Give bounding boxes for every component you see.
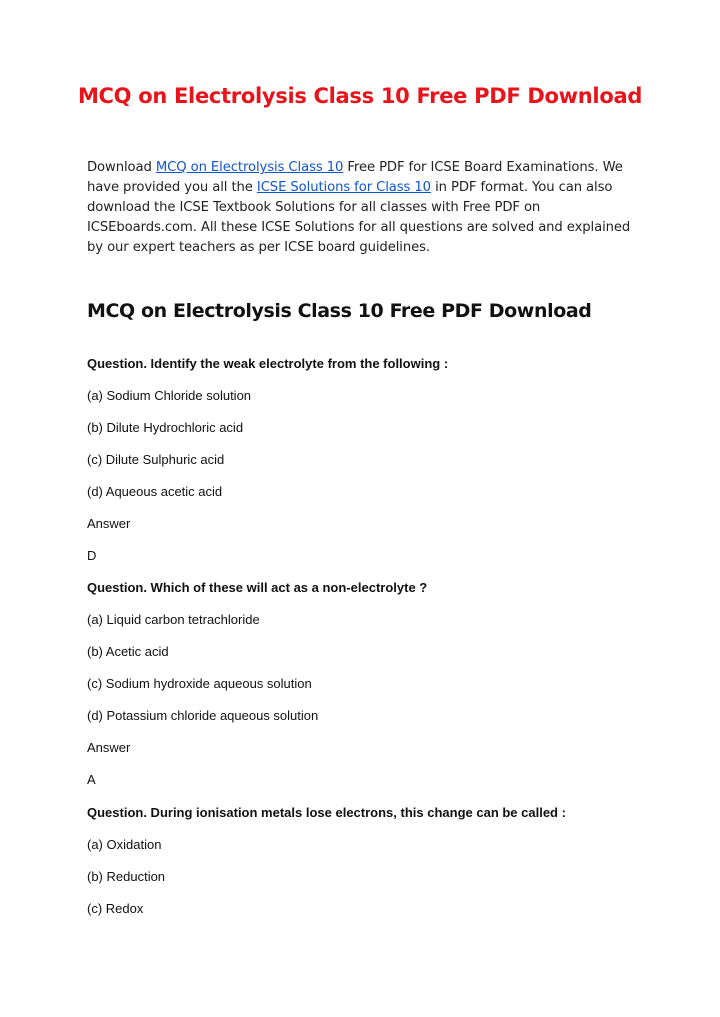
intro-text-3: in PDF format. You can also download the ICSE Textbook Solutions for all classes with Free PDF on ICSEboards.com. All these ICSE Solutions for all questions are solved and explained by our expert teachers as per ICSE board guidelines. [87, 180, 631, 255]
q3-option-a: (a) Oxidation [87, 837, 162, 852]
question-2: Question. Which of these will act as a non-electrolyte ? [87, 580, 428, 595]
intro-text-1: Download [87, 160, 156, 175]
question-1: Question. Identify the weak electrolyte from the following : [87, 356, 449, 371]
page-title: MCQ on Electrolysis Class 10 Free PDF Download [77, 84, 643, 108]
q1-option-c: (c) Dilute Sulphuric acid [87, 452, 225, 467]
section-title: MCQ on Electrolysis Class 10 Free PDF Download [87, 300, 592, 322]
q2-option-b: (b) Acetic acid [87, 644, 169, 659]
q1-option-b: (b) Dilute Hydrochloric acid [87, 420, 244, 435]
q3-option-b: (b) Reduction [87, 869, 166, 884]
q2-option-a: (a) Liquid carbon tetrachloride [87, 612, 260, 627]
q3-option-c: (c) Redox [87, 901, 144, 916]
q2-option-c: (c) Sodium hydroxide aqueous solution [87, 676, 312, 691]
intro-text-2: Free PDF for ICSE Board Examinations. We have provided you all the [87, 160, 623, 195]
q1-answer: D [87, 548, 97, 563]
q2-answer-label: Answer [87, 740, 131, 755]
q2-option-d: (d) Potassium chloride aqueous solution [87, 708, 319, 723]
q1-option-d: (d) Aqueous acetic acid [87, 484, 223, 499]
intro-paragraph [87, 158, 647, 258]
icse-solutions-link[interactable]: ICSE Solutions for Class 10 [256, 180, 431, 195]
q1-answer-label: Answer [87, 516, 131, 531]
q2-answer: A [87, 772, 96, 787]
question-3: Question. During ionisation metals lose electrons, this change can be called : [87, 805, 566, 820]
mcq-electrolysis-link[interactable]: MCQ on Electrolysis Class 10 [155, 160, 344, 175]
q1-option-a: (a) Sodium Chloride solution [87, 388, 252, 403]
